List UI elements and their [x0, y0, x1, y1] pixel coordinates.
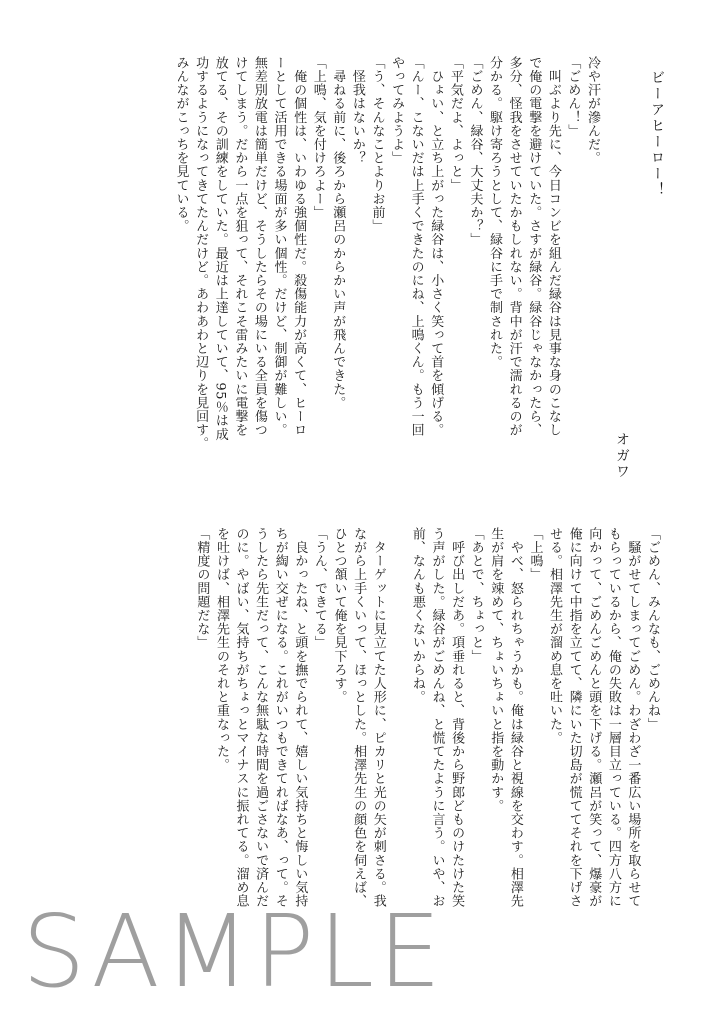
text-line: ターゲットに見立てた人形に、ピカリと光の矢が刺さる。我	[370, 527, 386, 908]
text-line: 「う、そんなことよりお前」	[369, 56, 385, 233]
text-line: うしたら先生だって、こんな無駄な時間を過ごさないで済んだ	[253, 527, 269, 908]
text-line: 「上鳴、気を付けろよー」	[310, 56, 326, 220]
text-line: やってみようよ」	[389, 56, 405, 165]
author-name: オガワ	[614, 432, 630, 480]
text-line: 「ごめん、みんなも、ごめんね」	[645, 527, 660, 731]
text-line: で俺の電撃を避けていた。さすが緑谷。緑谷じゃなかったら、	[526, 56, 542, 437]
text-line: けてしまう。だから一点を狙って、それこそ雷みたいに電撃を	[232, 56, 248, 437]
story-title: ビーアヒーロー！	[649, 70, 665, 198]
text-line: 分かる。駆け寄ろうとして、緑谷に手で制された。	[487, 56, 503, 369]
text-line: やべ、怒られちゃうかも。俺は緑谷と視線を交わす。相澤先	[507, 527, 523, 908]
text-line: 良かったね、と頭を撫でられて、嬉しい気持ちと悔しい気持	[292, 527, 308, 908]
upper-text-block	[171, 56, 602, 496]
text-line: 「うん、できてる」	[311, 527, 327, 650]
text-line: 俺の個性は、いわゆる強個性だ。殺傷能力が高くて、ヒーロ	[291, 56, 307, 437]
text-line: 怪我はないか？	[349, 56, 365, 165]
text-line: 叫ぶより先に、今日コンビを組んだ緑谷は見事な身のこなし	[545, 56, 561, 437]
text-line: 「ごめん！」	[565, 56, 581, 138]
text-line: せる。相澤先生が溜め息を吐いた。	[547, 527, 563, 745]
text-line: 無差別放電は簡単だけど、そうしたらその場にいる全員を傷つ	[251, 56, 267, 437]
text-line: 俺に向けて中指を立てて、隣にいた切島が慌ててそれを下げさ	[566, 527, 582, 908]
text-line: 多分、怪我をさせていたかもしれない。背中が汗で濡れるのが	[506, 56, 522, 437]
text-line: もらっているから、俺の失敗は一層目立っている。四方八方に	[605, 527, 621, 908]
text-line: 冷や汗が滲んだ。	[585, 56, 600, 165]
text-line: 「ごめん、緑谷、大丈夫か？」	[467, 56, 483, 247]
text-line: ひょい、と立ち上がった緑谷は、小さく笑って首を傾げる。	[428, 56, 444, 437]
text-line: う声がした。緑谷がごめんね、と慌てたように言う。いや、お	[429, 527, 445, 908]
text-line: 向かって、ごめんごめんと頭を下げる。瀬呂が笑って、爆豪が	[586, 527, 602, 908]
text-line: を吐けば、相澤先生のそれと重なった。	[213, 527, 229, 772]
text-line: 「精度の問題だな」	[194, 527, 210, 650]
text-line: ながら上手くいって、ほっとした。相澤先生の顔色を伺えば、	[351, 527, 367, 908]
text-line: 尋ねる前に、後ろから瀬呂のからかい声が飛んできた。	[330, 56, 346, 410]
text-line: 「あとで、ちょっと」	[468, 527, 484, 663]
sample-watermark: SAMPLE	[22, 893, 446, 1010]
text-line: 「上鳴」	[527, 527, 543, 582]
text-line: ーとして活用できる場面が多い個性。だけど、制御が難しい。	[271, 56, 287, 437]
text-line: 生が肩を竦めて、ちょいちょいと指を動かす。	[488, 527, 504, 813]
text-line: 功するようになってきてたんだけど。あわあわと辺りを見回す。	[193, 56, 209, 451]
text-line: 呼び出しだあ。項垂れると、背後から野郎どものけたけた笑	[449, 527, 465, 908]
text-line: のに。やばい、気持ちがちょっとマイナスに振れてる。溜め息	[233, 527, 249, 908]
text-line: 前、なんも悪くないからね。	[409, 527, 425, 704]
text-line: 騒がせてしまってごめん。わざわざ一番広い場所を取らせて	[625, 527, 641, 908]
text-line: みんながこっちを見ている。	[173, 56, 189, 233]
text-line: ひとつ頷いて俺を見下ろす。	[331, 527, 347, 704]
text-line: 放てる、その訓練をしていた。最近は上達していて、95％は成	[212, 56, 228, 441]
text-line: ちが綯い交ぜになる。これがいつもできてればなあ、って。そ	[272, 527, 288, 908]
text-line: 「平気だよ、よっと」	[447, 56, 463, 192]
text-line: 「んー、こないだは上手くできたのにね、上鳴くん。もう一回	[408, 56, 424, 437]
